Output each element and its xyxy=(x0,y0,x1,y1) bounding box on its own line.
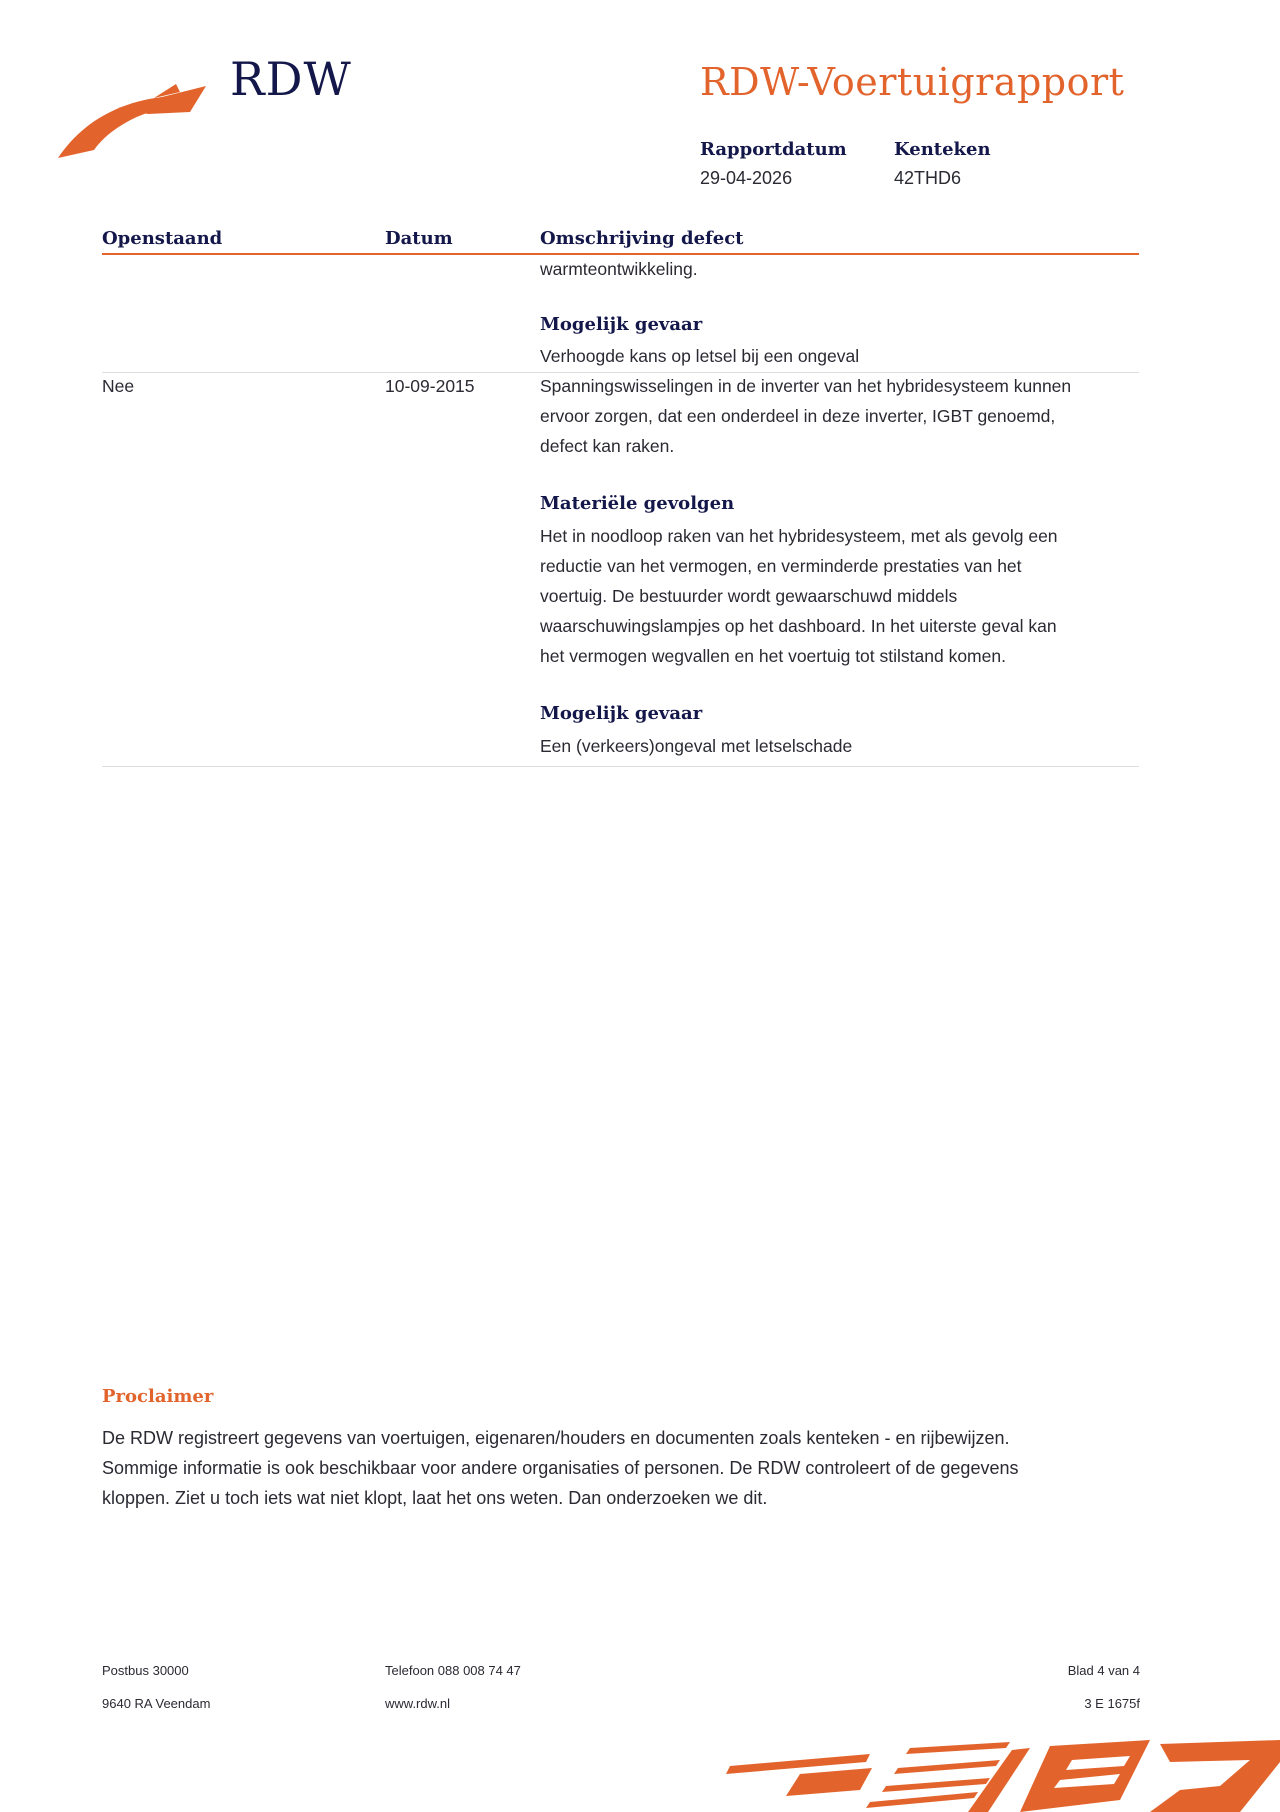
proclaimer-line: De RDW registreert gegevens van voertuigen, eigenaren/houders en documenten zoals kenteken - en rijbewijzen. xyxy=(102,1428,1010,1448)
consequences-line: waarschuwingslampjes op het dashboard. In het uiterste geval kan xyxy=(540,616,1057,636)
report-date-label: Rapportdatum xyxy=(700,139,847,160)
column-header-date: Datum xyxy=(385,228,453,249)
proclaimer-title: Proclaimer xyxy=(102,1386,214,1407)
continued-danger-title: Mogelijk gevaar xyxy=(540,314,703,335)
danger-text: Een (verkeers)ongeval met letselschade xyxy=(540,736,853,756)
consequences-line: voertuig. De bestuurder wordt gewaarschuwd middels xyxy=(540,586,958,606)
continued-danger-text: Verhoogde kans op letsel bij een ongeval xyxy=(540,346,860,366)
footer-page-number: Blad 4 van 4 xyxy=(1067,1663,1140,1678)
continued-description: warmteontwikkeling. xyxy=(540,259,698,279)
rdw-logo-icon xyxy=(58,78,208,160)
logo-text: RDW xyxy=(230,52,352,106)
plate-label: Kenteken xyxy=(894,139,991,160)
footer-website[interactable]: www.rdw.nl xyxy=(385,1696,451,1711)
consequences-line: Het in noodloop raken van het hybridesysteem, met als gevolg een xyxy=(540,526,1058,546)
footer-postbus: Postbus 30000 xyxy=(102,1663,189,1678)
proclaimer-line: kloppen. Ziet u toch iets wat niet klopt, laat het ons weten. Dan onderzoeken we dit. xyxy=(102,1488,768,1508)
report-title: RDW-Voertuigrapport xyxy=(700,60,1125,104)
row-description-line: defect kan raken. xyxy=(540,436,675,456)
row-date-value: 10-09-2015 xyxy=(385,376,475,396)
footer-phone: Telefoon 088 008 74 47 xyxy=(385,1663,521,1678)
proclaimer-text xyxy=(102,1423,1142,1513)
consequences-title: Materiële gevolgen xyxy=(540,493,735,514)
proclaimer-line: Sommige informatie is ook beschikbaar voor andere organisaties of personen. De RDW controleert of de gegevens xyxy=(102,1458,1019,1478)
plate-value: 42THD6 xyxy=(894,168,962,188)
row-divider xyxy=(102,766,1139,767)
footer-document-code: 3 E 1675f xyxy=(1084,1696,1140,1711)
defects-table-header xyxy=(102,228,1139,255)
column-header-open: Openstaand xyxy=(102,228,223,249)
row-description-line: Spanningswisselingen in de inverter van het hybridesysteem kunnen xyxy=(540,376,1072,396)
consequences-line: reductie van het vermogen, en verminderde prestaties van het xyxy=(540,556,1022,576)
danger-title: Mogelijk gevaar xyxy=(540,703,703,724)
report-date-value: 29-04-2026 xyxy=(700,168,793,188)
decorative-stripes-icon xyxy=(720,1740,1280,1812)
consequences-line: het vermogen wegvallen en het voertuig tot stilstand komen. xyxy=(540,646,1006,666)
column-header-description: Omschrijving defect xyxy=(540,228,744,249)
row-open-value: Nee xyxy=(102,376,135,396)
row-description-line: ervoor zorgen, dat een onderdeel in deze inverter, IGBT genoemd, xyxy=(540,406,1056,426)
footer-city: 9640 RA Veendam xyxy=(102,1696,211,1711)
